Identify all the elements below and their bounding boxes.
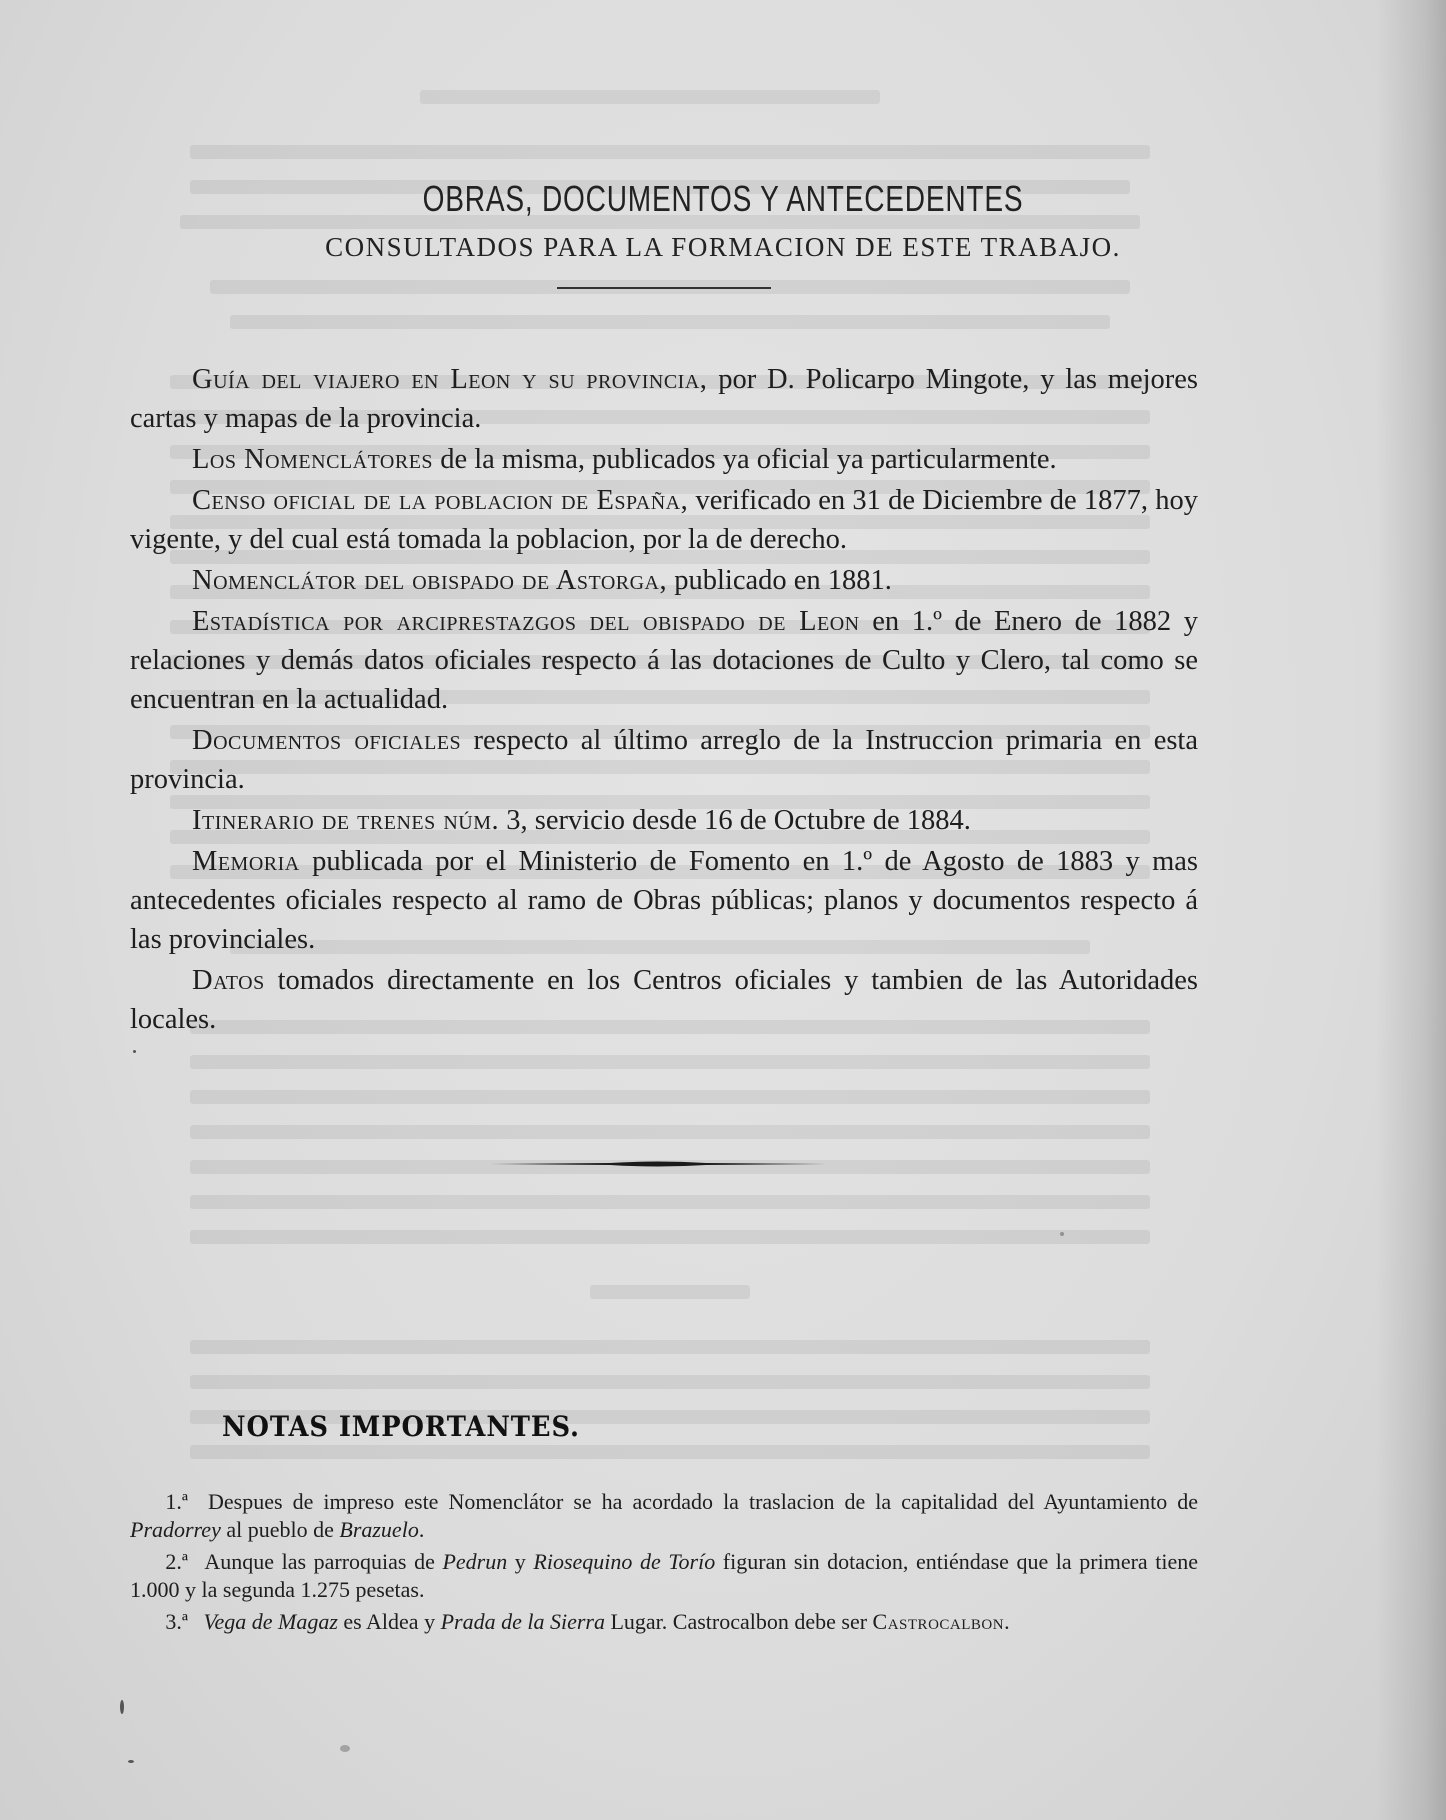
source-title: Memoria	[192, 846, 300, 877]
note-entry	[130, 1608, 1198, 1636]
sources-list	[130, 360, 1198, 1041]
title-underline-rule	[557, 287, 771, 289]
source-title: Datos	[192, 965, 265, 996]
source-text: 3, servicio desde 16 de Octubre de 1884.	[499, 805, 971, 836]
source-text: respecto al último arreglo de la Instruccion primaria en esta provincia.	[130, 725, 1199, 795]
note-text: es Aldea y	[337, 1609, 441, 1634]
source-text: de la misma, publicados ya oficial ya particularmente.	[433, 444, 1057, 475]
source-text: por D. Policarpo Mingote, y las mejores cartas y mapas de la provincia.	[130, 364, 1198, 434]
note-number: 1.ª	[165, 1489, 188, 1514]
note-italic-place: Brazuelo	[339, 1517, 419, 1542]
source-entry	[130, 961, 1198, 1039]
source-text: en 1.º de Enero de 1882 y relaciones y demás datos oficiales respecto á las dotaciones de Culto y Clero, tal como se encuentran en la actualidad.	[130, 606, 1198, 715]
note-text: Aunque las parroquias de	[198, 1549, 443, 1574]
source-entry	[130, 481, 1198, 559]
note-italic-place: Vega de Magaz	[203, 1609, 338, 1634]
source-entry	[130, 721, 1198, 799]
source-entry	[130, 602, 1198, 719]
source-title: Itinerario de trenes núm.	[192, 805, 500, 836]
note-entry	[130, 1488, 1198, 1544]
note-italic-place: Pedrun	[442, 1549, 508, 1574]
note-text: Lugar. Castrocalbon debe ser	[604, 1609, 873, 1634]
source-text: publicada por el Ministerio de Fomento en 1.º de Agosto de 1883 y mas antecedentes oficiales respecto al ramo de Obras públicas; planos y documentos respecto á las provinciales.	[130, 846, 1198, 955]
source-title: Guía del viajero en Leon y su provincia,	[192, 364, 708, 395]
note-number: 3.ª	[165, 1609, 188, 1634]
source-entry	[130, 561, 1198, 600]
source-entry	[130, 801, 1198, 840]
notes-heading: NOTAS IMPORTANTES.	[222, 1410, 580, 1443]
note-text: Despues de impreso este Nomenclátor se ha acordado la traslacion de la capitalidad del Ayuntamiento de	[198, 1489, 1198, 1514]
source-title: Estadística por arciprestazgos del obispado de Leon	[192, 606, 860, 637]
source-title: Documentos oficiales	[192, 725, 462, 756]
note-italic-place: Prada de la Sierra	[440, 1609, 605, 1634]
note-text: figuran sin dotacion, entiéndase que la primera tiene 1.000 y la segunda 1.275 pesetas.	[130, 1549, 1199, 1602]
note-italic-place: Riosequino de Torío	[533, 1549, 716, 1574]
source-title: Los Nomenclátores	[192, 444, 434, 475]
source-text: publicado en 1881.	[667, 565, 892, 596]
source-text: tomados directamente en los Centros oficiales y tambien de las Autoridades locales.	[130, 965, 1198, 1035]
ornamental-separator	[490, 1160, 826, 1164]
source-title: Censo oficial de la poblacion de España,	[192, 485, 689, 516]
note-text: al pueblo de	[220, 1517, 340, 1542]
title-line-2: CONSULTADOS PARA LA FORMACION DE ESTE TRABAJO.	[325, 232, 1121, 262]
note-text: y	[507, 1549, 534, 1574]
source-title: Nomenclátor del obispado de Astorga,	[192, 565, 668, 596]
note-text: .	[418, 1517, 425, 1542]
separator-swell-line	[490, 1160, 826, 1168]
note-number: 2.ª	[165, 1549, 188, 1574]
source-entry	[130, 440, 1198, 479]
title-line-1: OBRAS, DOCUMENTOS Y ANTECEDENTES	[422, 178, 1024, 219]
page-edge-shadow	[1376, 0, 1446, 1820]
notes-list	[130, 1488, 1198, 1640]
source-entry	[130, 360, 1198, 438]
note-smallcaps-text: Castrocalbon.	[872, 1609, 1011, 1634]
note-entry	[130, 1548, 1198, 1604]
note-italic-place: Pradorrey	[130, 1517, 221, 1542]
source-text: verificado en 31 de Diciembre de 1877, hoy vigente, y del cual está tomada la poblacion, por la de derecho.	[130, 485, 1198, 555]
source-entry	[130, 842, 1198, 959]
